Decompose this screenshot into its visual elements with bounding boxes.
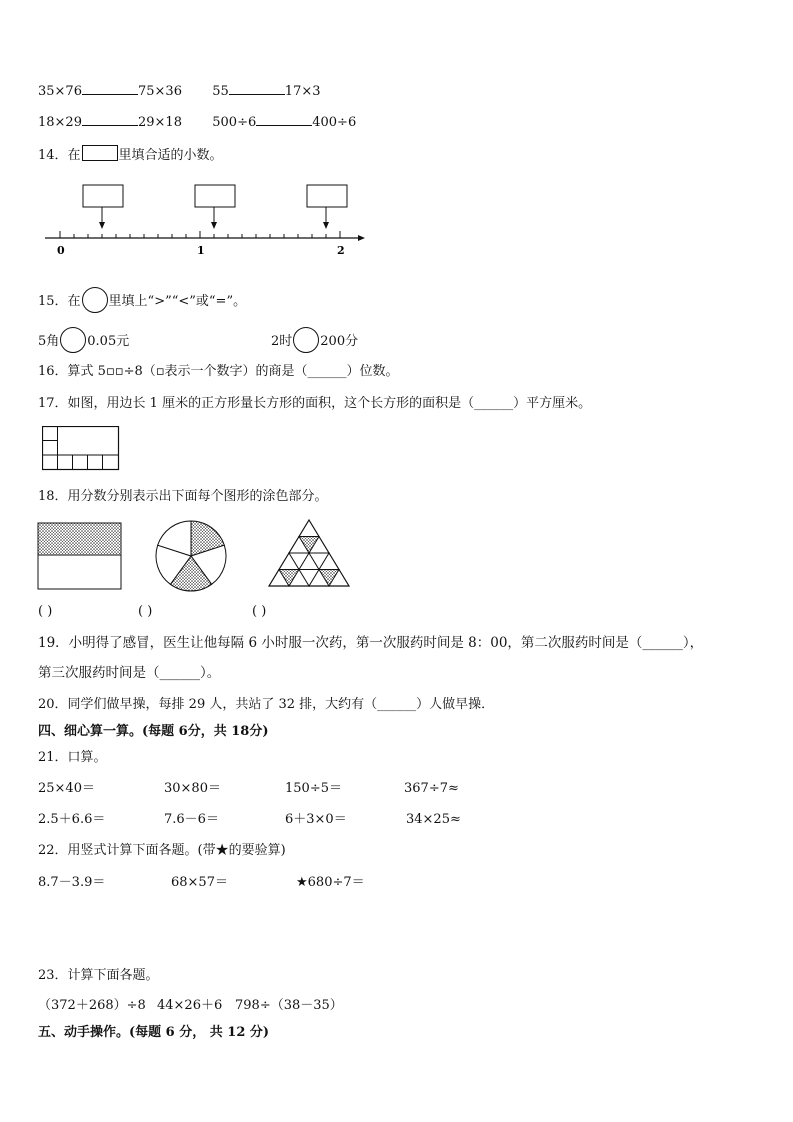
answer-blank[interactable]: ( ) (138, 604, 153, 619)
tick-label: 1 (197, 244, 205, 257)
shaded-rectangle (38, 523, 121, 589)
question-19-line-1: 19．小明得了感冒，医生让他每隔 6 小时服一次药，第一次服药时间是 8：00，第二次服药时间是（______）， (38, 635, 704, 651)
calc-item: 44×26＋6 (157, 998, 223, 1013)
question-21-title: 21．口算。 (38, 750, 107, 765)
oral-calc: 6＋3×0＝ (285, 812, 347, 827)
answer-blank[interactable]: ( ) (252, 604, 267, 619)
question-17: 17．如图，用边长 1 厘米的正方形量长方形的面积，这个长方形的面积是（______）平方厘米。 (38, 396, 592, 411)
answer-blank[interactable]: ( ) (38, 604, 53, 619)
calc-item: （372＋268）÷8 (38, 998, 146, 1013)
shaded-triangle (269, 520, 349, 586)
shaded-circle (156, 521, 226, 591)
answer-circle[interactable] (293, 327, 319, 353)
rectangle-grid-figure (42, 426, 122, 472)
oral-calc: 2.5＋6.6＝ (38, 812, 106, 827)
oral-calc: 30×80＝ (164, 781, 221, 796)
vertical-calc: 8.7－3.9＝ (38, 875, 106, 890)
oral-calc: 7.6－6＝ (164, 812, 219, 827)
section-5-heading: 五、动手操作。(每题 6 分， 共 12 分) (38, 1025, 270, 1040)
tick-label: 2 (337, 244, 345, 257)
arrow-icon (99, 207, 329, 229)
answer-box-3[interactable] (307, 185, 347, 207)
oral-calc: 34×25≈ (406, 812, 461, 827)
box-icon (82, 145, 118, 161)
number-line-figure (40, 180, 370, 260)
section-4-heading: 四、细心算一算。(每题 6分，共 18分) (38, 724, 269, 739)
number-line (45, 231, 365, 241)
question-23-title: 23．计算下面各题。 (38, 968, 159, 983)
question-15-left: 5角 0.05元 (38, 327, 129, 353)
question-18: 18．用分数分别表示出下面每个图形的涂色部分。 (38, 489, 328, 504)
calc-item: 798÷（38－35） (235, 998, 343, 1013)
question-19-line-2: 第三次服药时间是（______）。 (38, 665, 221, 681)
question-20: 20．同学们做早操，每排 29 人，共站了 32 排，大约有（______）人做早操． (38, 697, 495, 712)
vertical-calc: ★680÷7＝ (296, 875, 365, 890)
oral-calc: 367÷7≈ (404, 781, 459, 796)
answer-box-2[interactable] (195, 185, 235, 207)
answer-blank[interactable] (229, 82, 285, 95)
question-16: 16．算式 5▫▫÷8（▫表示一个数字）的商是（______）位数。 (38, 364, 399, 379)
answer-blank[interactable] (82, 82, 138, 95)
question-22-title: 22．用竖式计算下面各题。(带★的要验算) (38, 843, 286, 858)
question-15-right: 2时 200分 (271, 327, 358, 353)
answer-blank[interactable] (82, 113, 138, 126)
answer-circle[interactable] (60, 327, 86, 353)
question-15: 15．在 里填上“>”“<”或“=”。 (38, 287, 246, 313)
shaded-shapes-figure (36, 518, 356, 593)
question-14: 14．在 里填合适的小数。 (38, 145, 223, 165)
compare-row-1: 35×76 75×36 55 17×3 (38, 84, 321, 99)
vertical-calc: 68×57＝ (171, 875, 228, 890)
answer-box-1[interactable] (83, 185, 123, 207)
circle-icon (82, 287, 108, 313)
oral-calc: 150÷5＝ (285, 781, 342, 796)
tick-label: 0 (57, 244, 65, 257)
oral-calc: 25×40＝ (38, 781, 95, 796)
compare-row-2: 18×29 29×18 500÷6 400÷6 (38, 115, 357, 130)
answer-blank[interactable] (256, 113, 312, 126)
